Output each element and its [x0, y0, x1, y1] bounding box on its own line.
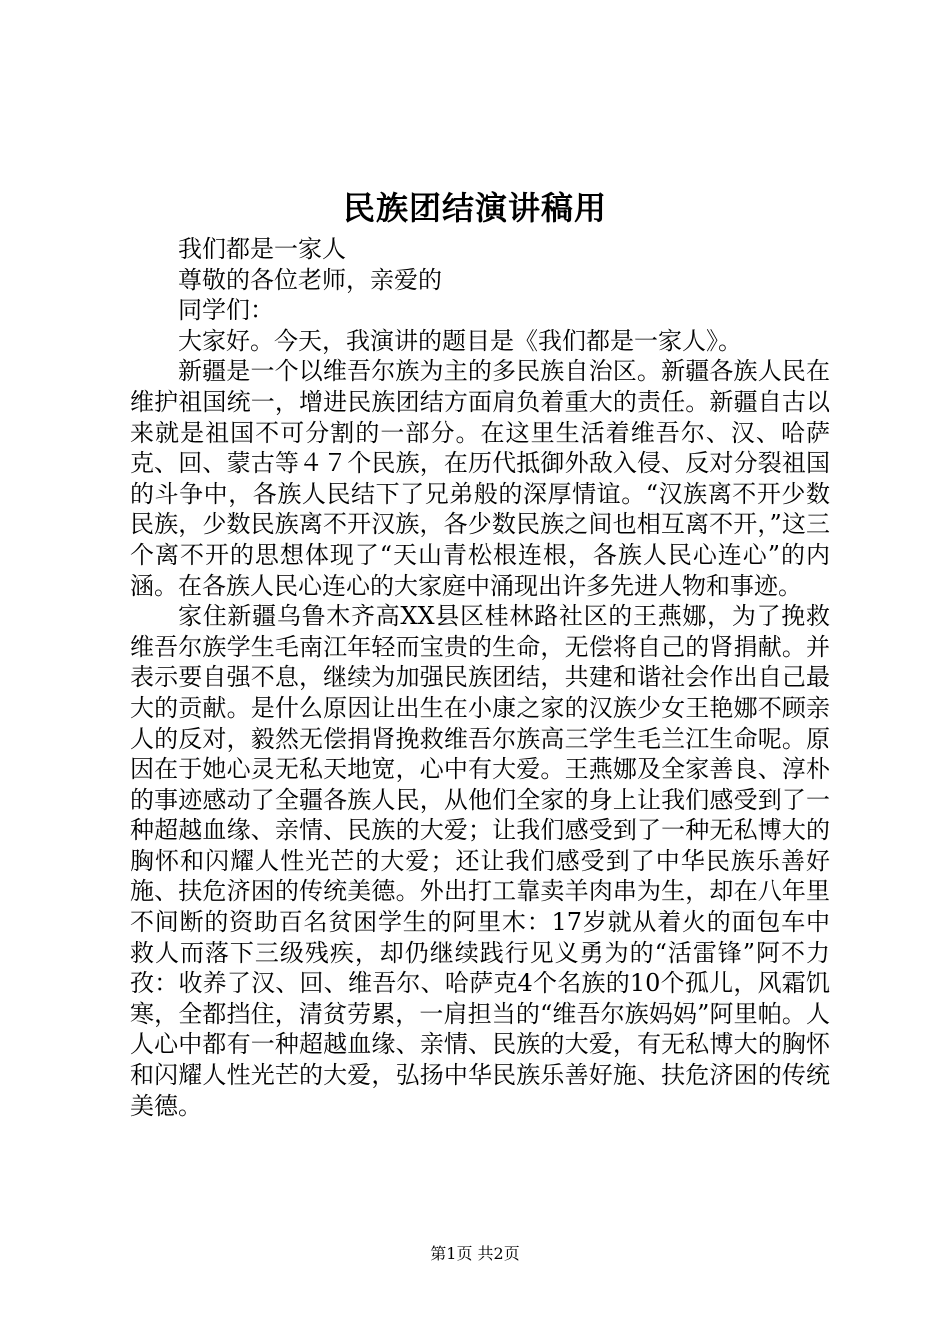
paragraph-salutation-cont: 同学们： — [178, 296, 274, 325]
page-footer: 第1页 共2页 — [430, 1244, 520, 1263]
paragraph-xinjiang: 新疆是一个以维吾尔族为主的多民族自治区。新疆各族人民在维护祖国统一，增进民族团结方面肩负着重大的责任。新疆自古以来就是祖国不可分割的一部分。在这里生活着维吾尔、汉、哈萨克、回、蒙古等４７个民族，在历代抵御外敌入侵、反对分裂祖国的斗争中，各族人民结下了兄弟般的深厚情谊。“汉族离不开少数民族，少数民族离不开汉族，各少数民族之间也相互离不开，”这三个离不开的思想体现了“天山青松根连根，各族人民心连心”的内涵。在各族人民心连心的大家庭中涌现出许多先进人物和事迹。 — [130, 357, 830, 600]
paragraph-subtitle: 我们都是一家人 — [178, 235, 346, 263]
paragraph-greeting: 大家好。今天，我演讲的题目是《我们都是一家人》。 — [178, 326, 742, 355]
paragraph-examples: 家住新疆乌鲁木齐高XX县区桂林路社区的王燕娜，为了挽救维吾尔族学生毛南江年轻而宝贵的生命，无偿将自己的肾捐献。并表示要自强不息，继续为加强民族团结，共建和谐社会作出自己最大的贡献。是什么原因让出生在小康之家的汉族少女王艳娜不顾亲人的反对，毅然无偿捐肾挽救维吾尔族高三学生毛兰江生命呢。原因在于她心灵无私天地宽，心中有大爱。王燕娜及全家善良、淳朴的事迹感动了全疆各族人民，从他们全家的身上让我们感受到了一种超越血缘、亲情、民族的大爱；让我们感受到了一种无私博大的胸怀和闪耀人性光芒的大爱；还让我们感受到了中华民族乐善好施、扶危济困的传统美德。外出打工靠卖羊肉串为生，却在八年里不间断的资助百名贫困学生的阿里木：17岁就从着火的面包车中救人而落下三级残疾，却仍继续践行见义勇为的“活雷锋”阿不力孜：收养了汉、回、维吾尔、哈萨克4个名族的10个孤儿，风霜饥寒，全都挡住，清贫劳累，一肩担当的“维吾尔族妈妈”阿里帕。人人心中都有一种超越血缘、亲情、民族的大爱，有无私博大的胸怀和闪耀人性光芒的大爱，弘扬中华民族乐善好施、扶危济困的传统美德。 — [130, 602, 830, 1120]
document-body — [130, 234, 830, 1121]
document-title: 民族团结演讲稿用 — [342, 189, 607, 227]
paragraph-salutation: 尊敬的各位老师，亲爱的 — [178, 265, 442, 294]
